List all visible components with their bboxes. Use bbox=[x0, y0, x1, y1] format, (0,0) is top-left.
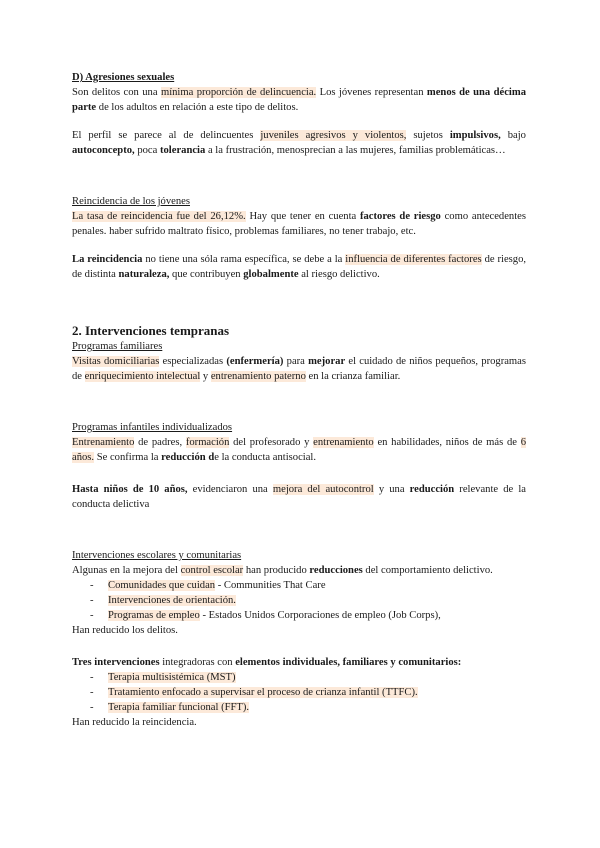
section-2-heading: 2. Intervenciones tempranas bbox=[72, 323, 230, 338]
escolares-heading: Intervenciones escolares y comunitarias bbox=[72, 550, 242, 561]
highlight: Terapia multisistémica (MST) bbox=[108, 672, 236, 683]
highlight: mínima proporción de delincuencia. bbox=[160, 87, 317, 98]
section-d-paragraph-2: El perfil se parece al de delincuentes juveniles agresivos y violentos, sujetos impulsivos, bajo autoconcepto, poca tolerancia a la frustración, menosprecian a las mujeres, familias problemáticas… bbox=[72, 130, 526, 156]
highlight: Intervenciones de orientación. bbox=[108, 595, 236, 606]
list-item bbox=[72, 593, 526, 608]
escolares-intro: Algunas en la mejora del control escolar han producido reducciones del comportamiento delictivo. bbox=[72, 565, 493, 576]
document-body bbox=[72, 70, 526, 730]
highlight: enriquecimiento intelectual bbox=[84, 371, 201, 382]
infantiles-paragraph-1: Entrenamiento de padres, formación del profesorado y entrenamiento en habilidades, niños de más de 6 años. Se confirma la reducción de la conducta antisocial. bbox=[72, 437, 526, 463]
familiares-heading: Programas familiares bbox=[72, 341, 163, 352]
list-item bbox=[72, 700, 526, 715]
integradoras-list bbox=[72, 670, 526, 715]
highlight: entrenamiento bbox=[313, 437, 374, 448]
section-d-paragraph-1: Son delitos con una mínima proporción de delincuencia. Los jóvenes representan menos de una décima parte de los adultos en relación a este tipo de delitos. bbox=[72, 87, 526, 113]
highlight: entrenamiento paterno bbox=[210, 371, 306, 382]
list-item: - Comunidades que cuidan - Communities That Care bbox=[72, 578, 526, 593]
list-item: - Programas de empleo - Estados Unidos Corporaciones de empleo (Job Corps), bbox=[72, 608, 526, 623]
highlight: formación bbox=[185, 437, 230, 448]
highlight: 6 años. bbox=[72, 437, 526, 463]
highlight: Visitas domiciliarias bbox=[72, 356, 160, 367]
infantiles-paragraph-2: Hasta niños de 10 años, evidenciaron una mejora del autocontrol y una reducción relevante de la conducta delictiva bbox=[72, 484, 526, 510]
highlight: Programas de empleo bbox=[108, 610, 200, 621]
highlight: Comunidades que cuidan bbox=[108, 580, 216, 591]
highlight: La tasa de reincidencia fue del 26,12%. bbox=[72, 211, 246, 222]
section-d-heading: D) Agresiones sexuales bbox=[72, 72, 175, 83]
reincidencia-heading: Reincidencia de los jóvenes bbox=[72, 196, 190, 207]
integradoras-outro: Han reducido la reincidencia. bbox=[72, 717, 197, 728]
highlight: Tratamiento enfocado a supervisar el proceso de crianza infantil (TTFC). bbox=[108, 687, 418, 698]
infantiles-heading: Programas infantiles individualizados bbox=[72, 422, 233, 433]
highlight: control escolar bbox=[180, 565, 244, 576]
reincidencia-paragraph-1: La tasa de reincidencia fue del 26,12%. Hay que tener en cuenta factores de riesgo como antecedentes penales. haber sufrido maltrato físico, problemas familiares, no tener trabajo, etc. bbox=[72, 211, 526, 237]
familiares-paragraph: Visitas domiciliarias especializadas (enfermería) para mejorar el cuidado de niños pequeños, programas de enriquecimiento intelectual y entrenamiento paterno en la crianza familiar. bbox=[72, 356, 526, 382]
escolares-list bbox=[72, 578, 526, 623]
highlight: Terapia familiar funcional (FFT). bbox=[108, 702, 250, 713]
highlight: Entrenamiento bbox=[72, 437, 135, 448]
escolares-outro: Han reducido los delitos. bbox=[72, 625, 178, 636]
highlight: mejora del autocontrol bbox=[272, 484, 374, 495]
reincidencia-paragraph-2: La reincidencia no tiene una sóla rama específica, se debe a la influencia de diferentes factores de riesgo, de distinta naturaleza, que contribuyen globalmente al riesgo delictivo. bbox=[72, 254, 527, 280]
list-item bbox=[72, 670, 526, 685]
list-item bbox=[72, 685, 526, 700]
highlight: juveniles agresivos y violentos, bbox=[260, 130, 407, 141]
integradoras-intro: Tres intervenciones integradoras con elementos individuales, familiares y comunitarios: bbox=[72, 657, 462, 668]
highlight: influencia de diferentes factores bbox=[345, 254, 482, 265]
